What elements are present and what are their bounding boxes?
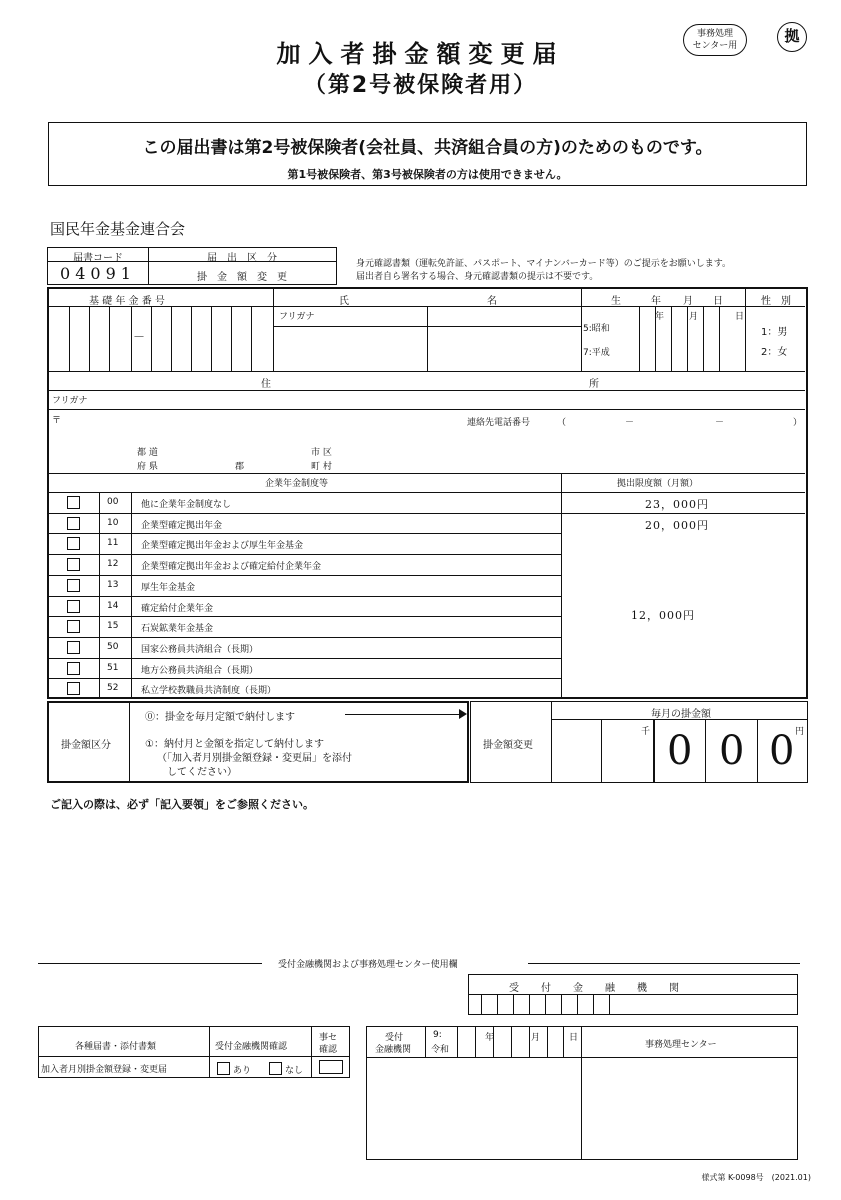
county-gun: 郡 [235, 462, 245, 472]
doc-row-name: 加入者月別掛金額登録・変更届 [41, 1065, 168, 1075]
plan-row-divider [49, 637, 561, 638]
dob-label-day: 日 [713, 296, 723, 307]
plan-checkbox-10[interactable] [67, 517, 80, 530]
gender-label: 性 別 [761, 296, 791, 307]
name-furigana-label: フリガナ [279, 312, 315, 322]
form-subtitle: （第2号被保険者用） [303, 73, 538, 98]
plan-checkbox-11[interactable] [67, 537, 80, 550]
plan-checkbox-14[interactable] [67, 600, 80, 613]
given-name-input[interactable] [427, 326, 581, 371]
address-furigana-label: フリガナ [52, 396, 88, 406]
payment-category-box [47, 701, 469, 783]
plan-name: 確定給付企業年金 [141, 603, 214, 614]
pension-number-dash: － [133, 330, 146, 344]
plan-name: 企業型確定拠出年金 [141, 520, 223, 531]
office-section-title: 受付金融機関および事務処理センター使用欄 [278, 960, 458, 970]
id-notice-line-2: 届出者自ら署名する場合、身元確認書類の提示は不要です。 [356, 272, 599, 282]
dob-month-unit: 月 [689, 312, 699, 322]
plan-code: 12 [107, 559, 119, 570]
plan-code: 15 [107, 621, 119, 632]
phone-close-paren: ） [793, 418, 803, 428]
era-heisei: 7:平成 [583, 348, 610, 358]
postal-mark: 〒 [52, 416, 62, 426]
receipt-bank-label-2: 金融機関 [375, 1045, 412, 1055]
pension-plans-header: 企業年金制度等 [265, 479, 329, 489]
no-label: なし [285, 1066, 304, 1076]
amount-digit-ones[interactable]: 0 [769, 728, 795, 774]
plan-code: 14 [107, 600, 119, 611]
plan-code: 11 [107, 538, 119, 549]
plan-name: 国家公務員共済組合（長期） [141, 644, 259, 655]
organization-name: 国民年金基金連合会 [50, 220, 186, 238]
receipt-month-unit: 月 [531, 1033, 541, 1043]
receiving-bank-box [468, 974, 798, 1015]
pension-number-label: 基 礎 年 金 番 号 [89, 296, 165, 307]
payment-category-label: 掛金額区分 [61, 740, 111, 751]
stamp-line-1: 事務処理 [696, 29, 733, 39]
notice-line-2: 第1号被保険者、第3号被保険者の方は使用できません。 [287, 168, 568, 181]
plan-row-divider [49, 596, 561, 597]
divider-left [38, 963, 262, 964]
dob-year-unit: 年 [655, 312, 665, 322]
divider-right [528, 963, 800, 964]
payment-option-0[interactable]: ⓪：掛金を毎月定額で納付します [145, 712, 295, 723]
form-code-box [47, 247, 337, 285]
amount-change-label: 掛金額変更 [483, 740, 533, 751]
office-use-stamp [683, 24, 747, 56]
era-reiwa-code: 9: [433, 1030, 442, 1040]
plan-code: 13 [107, 579, 119, 590]
given-name-label: 名 [487, 296, 497, 307]
receipt-day-unit: 日 [569, 1033, 579, 1043]
payment-option-1-note-2: してください） [157, 767, 237, 778]
pref-fu-ken: 府 県 [137, 462, 158, 472]
plan-name: 企業型確定拠出年金および確定給付企業年金 [141, 562, 322, 573]
pension-number-field[interactable] [49, 306, 273, 371]
plan-row-divider [49, 678, 561, 679]
plan-checkbox-52[interactable] [67, 682, 80, 695]
shared-limit-value: 12，000円 [631, 609, 695, 622]
plan-limit: 20，000円 [645, 518, 709, 532]
receipt-bank-label-1: 受付 [385, 1033, 404, 1043]
yen-unit: 円 [795, 727, 805, 737]
payment-option-1[interactable]: ①：納付月と金額を指定して納付します [145, 739, 324, 750]
yes-checkbox[interactable] [217, 1062, 230, 1075]
id-document-notice [356, 258, 731, 284]
monthly-amount-label: 毎月の掛金額 [651, 709, 711, 720]
plan-name: 私立学校教職員共済制度（長期） [141, 686, 277, 697]
dob-label-sei: 生 [611, 296, 621, 307]
type-value: 掛 金 額 変 更 [197, 272, 287, 283]
address-label-sho: 所 [589, 379, 599, 390]
plan-name: 地方公務員共済組合（長期） [141, 665, 259, 676]
code-label: 届書コード [73, 253, 123, 264]
plan-checkbox-15[interactable] [67, 620, 80, 633]
phone-dash-2: － [715, 418, 725, 428]
plan-row-divider [49, 575, 561, 576]
surname-input[interactable] [273, 326, 427, 371]
plan-name: 企業型確定拠出年金および厚生年金基金 [141, 541, 304, 552]
applicant-info-box [47, 287, 808, 699]
center-confirm-header-1: 事セ [319, 1033, 338, 1043]
plan-limit: 23，000円 [645, 498, 709, 511]
arrow-line [345, 714, 465, 715]
plan-name: 石炭鉱業年金基金 [141, 624, 214, 635]
yes-label: あり [233, 1066, 252, 1076]
plan-checkbox-00[interactable] [67, 496, 80, 509]
code-value: 04091 [60, 264, 136, 283]
phone-label: 連絡先電話番号 [467, 418, 531, 428]
phone-open-paren: （ [557, 418, 567, 428]
receiving-bank-label: 受 付 金 融 機 関 [509, 983, 685, 994]
gender-female[interactable]: 2：女 [761, 347, 788, 358]
receipt-record-table [366, 1026, 798, 1160]
form-number: 様式第 K-0098号 (2021.01) [701, 1173, 811, 1182]
docs-header: 各種届書・添付書類 [75, 1042, 157, 1052]
pref-to-do: 都 道 [137, 448, 158, 458]
plan-code: 51 [107, 662, 119, 673]
town-cho-son: 町 村 [311, 462, 332, 472]
surname-label: 氏 [339, 296, 349, 307]
plan-row-divider [49, 658, 561, 659]
arrow-right-icon [459, 709, 467, 719]
plan-row-divider [49, 533, 561, 534]
phone-dash-1: － [625, 418, 635, 428]
amount-digit-hundreds[interactable]: 0 [667, 728, 693, 774]
instruction-note: ご記入の際は、必ず「記入要領」をご参照ください。 [50, 798, 314, 811]
plan-name: 厚生年金基金 [141, 582, 196, 593]
plan-code: 52 [107, 683, 119, 694]
documents-table [38, 1026, 350, 1078]
gender-male[interactable]: 1：男 [761, 327, 788, 338]
plan-name: 他に企業年金制度なし [141, 500, 232, 510]
bank-confirm-header: 受付金融機関確認 [215, 1042, 288, 1052]
plan-row-divider [49, 513, 805, 514]
receipt-year-unit: 年 [485, 1033, 495, 1043]
dob-day-unit: 日 [735, 312, 745, 322]
plan-checkbox-13[interactable] [67, 579, 80, 592]
center-confirm-header-2: 確認 [319, 1045, 338, 1055]
plan-row-divider [49, 616, 561, 617]
payment-option-1-note: （「加入者月別掛金額登録・変更届」を添付 [157, 753, 352, 764]
amount-digit-tens[interactable]: 0 [719, 728, 745, 774]
plan-code: 00 [107, 497, 119, 507]
payment-amount-box [470, 701, 808, 783]
notice-line-1: この届出書は第2号被保険者(会社員、共済組合員の方)のためのものです。 [142, 138, 713, 158]
plan-code: 50 [107, 641, 119, 652]
address-label-ju: 住 [261, 379, 271, 390]
id-notice-line-1: 身元確認書類（運転免許証、パスポート、マイナンバーカード等）のご提示をお願いします。 [356, 259, 732, 269]
type-label: 届 出 区 分 [207, 253, 277, 264]
eligibility-notice [48, 122, 807, 186]
no-checkbox[interactable] [269, 1062, 282, 1075]
center-confirm-box[interactable] [319, 1060, 343, 1074]
address-input[interactable] [49, 409, 805, 473]
plan-checkbox-51[interactable] [67, 662, 80, 675]
thousand-unit: 千 [641, 727, 651, 737]
plan-code: 10 [107, 517, 119, 528]
seal-stamp: 拠 [777, 22, 807, 52]
dob-label-month: 月 [683, 296, 693, 307]
plan-row-divider [49, 554, 561, 555]
dob-label-year: 年 [651, 296, 661, 307]
processing-center-label: 事務処理センター [645, 1040, 717, 1050]
form-title: 加入者掛金額変更届 [276, 40, 565, 68]
contribution-limit-header: 拠出限度額（月額） [617, 479, 699, 489]
stamp-line-2: センター用 [692, 41, 738, 51]
era-reiwa-label: 令和 [431, 1045, 450, 1055]
plan-checkbox-50[interactable] [67, 641, 80, 654]
plan-checkbox-12[interactable] [67, 558, 80, 571]
city-shi-ku: 市 区 [311, 448, 332, 458]
era-showa: 5:昭和 [583, 324, 610, 334]
